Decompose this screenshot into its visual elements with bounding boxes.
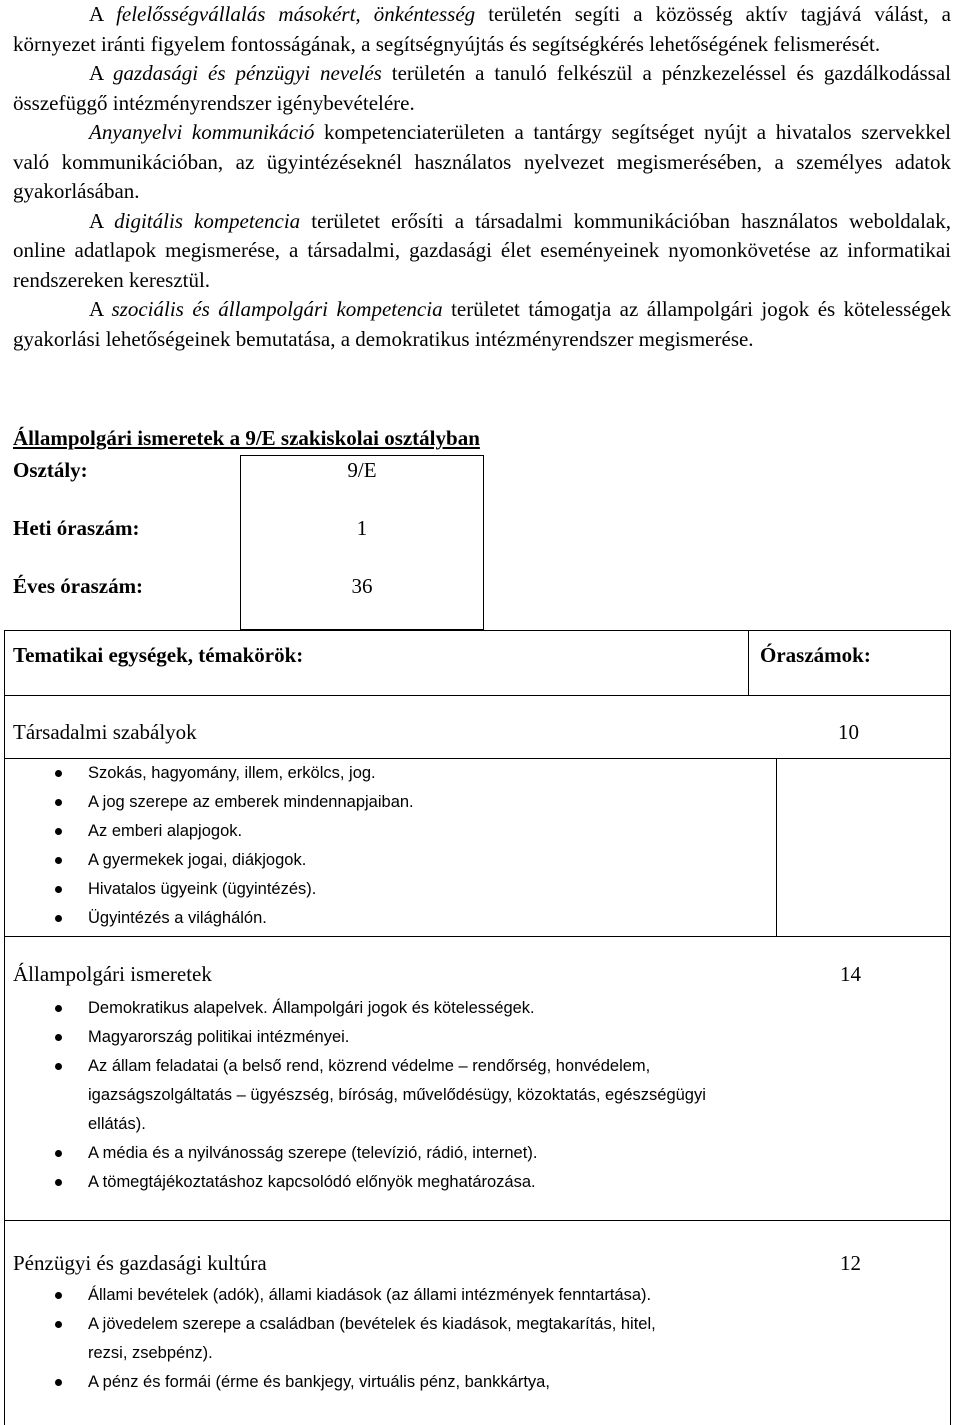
yearly-hours-value: 36 [351, 574, 373, 598]
table-row-divider [4, 1220, 951, 1221]
paragraph-digital: A digitális kompetencia területet erősíti a társadalmi kommunikációban használatos weboldalak, online adatlapok megismerése, a társadalmi, gazdasági élet eseményeinek nyomonkövetése az informatikai rendszereken keresztül. [13, 208, 952, 292]
table-border-left [4, 630, 5, 1425]
list-item: A gyermekek jogai, diákjogok. [48, 846, 748, 875]
unit-hours: 10 [838, 720, 859, 744]
paragraph-communication: Anyanyelvi kommunikáció kompetenciaterületen a tantárgy segítséget nyújt a hivatalos szervekkel való kommunikációban, az ügyintézéseknél használatos nyelvezet megismerésében, a személyes adatok gyakorlásában. [13, 120, 951, 203]
list-item: Ügyintézés a világhálón. [48, 904, 748, 933]
list-item: Szokás, hagyomány, illem, erkölcs, jog. [48, 759, 748, 788]
topic-list [48, 759, 748, 933]
paragraph-responsibility: A felelősségvállalás másokért, önkéntesség területén segíti a közösség aktív tagjává válást, a környezet iránti figyelem fontosságának, a segítségnyújtás és segítségkérés lehetőségének felismerését. [13, 2, 951, 56]
weekly-hours-value: 1 [356, 516, 368, 540]
unit-hours: 14 [840, 962, 861, 986]
list-item: A jövedelem szerepe a családban (bevételek és kiadások, megtakarítás, hitel, rezsi, zsebpénz). [48, 1310, 688, 1368]
list-item: Magyarország politikai intézményei. [48, 1023, 708, 1052]
list-item: A jog szerepe az emberek mindennapjaiban. [48, 788, 748, 817]
unit-title: Pénzügyi és gazdasági kultúra [13, 1251, 267, 1275]
list-item: Hivatalos ügyeink (ügyintézés). [48, 875, 748, 904]
column-header-hours: Óraszámok: [760, 643, 871, 667]
topic-list [48, 1281, 688, 1397]
paragraph-social: A szociális és állampolgári kompetencia területet támogatja az állampolgári jogok és kötelességek gyakorlási lehetőségeinek bemutatása, a demokratikus intézményrendszer megismerése. [13, 297, 951, 351]
divider [483, 455, 484, 630]
intro-text [13, 0, 951, 354]
list-item: Az emberi alapjogok. [48, 817, 748, 846]
yearly-hours-label: Éves óraszám: [13, 574, 144, 598]
unit-title: Állampolgári ismeretek [13, 962, 212, 986]
column-header-topics: Tematikai egységek, témakörök: [13, 643, 304, 667]
table-border-right [950, 630, 951, 1425]
list-item: A média és a nyilvánosság szerepe (televízió, rádió, internet). [48, 1139, 708, 1168]
topic-list [48, 994, 708, 1197]
table-border-top [4, 630, 951, 631]
class-value: 9/E [347, 458, 377, 482]
list-item: A tömegtájékoztatáshoz kapcsolódó előnyök meghatározása. [48, 1168, 708, 1197]
section-heading: Állampolgári ismeretek a 9/E szakiskolai osztályban [13, 426, 480, 450]
divider [240, 455, 241, 630]
unit-hours: 12 [840, 1251, 861, 1275]
table-column-divider [776, 758, 777, 936]
list-item: Demokratikus alapelvek. Állampolgári jogok és kötelességek. [48, 994, 708, 1023]
list-item: Az állam feladatai (a belső rend, közrend védelme – rendőrség, honvédelem, igazságszolgáltatás – ügyészség, bíróság, művelődésügy, közoktatás, egészségügyi ellátás). [48, 1052, 708, 1139]
list-item: Állami bevételek (adók), állami kiadások (az állami intézmények fenntartása). [48, 1281, 688, 1310]
divider [240, 455, 484, 456]
list-item: A pénz és formái (érme és bankjegy, virtuális pénz, bankkártya, [48, 1368, 688, 1397]
class-label: Osztály: [13, 458, 88, 482]
paragraph-economic: A gazdasági és pénzügyi nevelés területén a tanuló felkészül a pénzkezeléssel és gazdálkodással összefüggő intézményrendszer igénybevételére. [13, 61, 951, 115]
weekly-hours-label: Heti óraszám: [13, 516, 140, 540]
unit-title: Társadalmi szabályok [13, 720, 197, 744]
table-column-divider [748, 630, 749, 695]
table-header-divider [4, 695, 951, 696]
table-row-divider [4, 936, 951, 937]
